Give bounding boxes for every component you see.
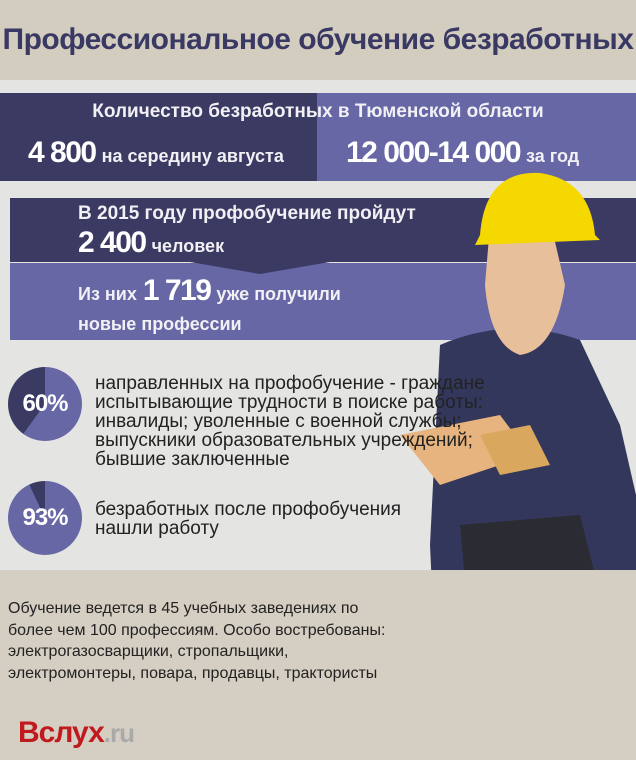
of-them-suffix: уже получили: [216, 284, 341, 304]
of-them-prefix: Из них: [78, 284, 137, 304]
stat-text-60: направленных на профобучение - граждане испытывающие трудности в поиске работы: инвалиды; уволенные с военной службы; выпускники образовательных учреждений; бывшие заключенные: [95, 373, 485, 470]
unemployed-heading: Количество безработных в Тюменской области: [92, 101, 544, 122]
pie-93-percent: [8, 481, 82, 555]
training-value: 2 400: [78, 226, 146, 259]
page-title: Профессиональное обучение безработных: [2, 23, 634, 56]
year-label: за год: [526, 146, 580, 166]
pie-label: 93%: [22, 504, 68, 531]
year-value: 12 000-14 000: [346, 136, 521, 169]
of-them-value: 1 719: [142, 274, 211, 307]
bottom-text: Обучение ведется в 45 учебных заведениях по более чем 100 профессиям. Особо востребованы: электрогазосварщики, стропальщики, электромонтеры, повара, продавцы, трактористы: [8, 600, 386, 682]
of-them-stat: [78, 274, 341, 313]
training-stat: [78, 226, 224, 265]
mid-august-stat: [28, 136, 284, 175]
training-value-label: человек: [151, 236, 225, 256]
pie-60-percent: [8, 367, 82, 441]
of-them-line2: новые профессии: [78, 314, 242, 334]
logo[interactable]: [18, 716, 134, 750]
stat-text-93: безработных после профобучения нашли работу: [95, 499, 402, 539]
pie-label: 60%: [22, 390, 68, 417]
mid-august-value: 4 800: [28, 136, 96, 169]
training-heading: В 2015 году профобучение пройдут: [78, 203, 416, 224]
mid-august-label: на середину августа: [101, 146, 284, 166]
title-bar: [0, 0, 636, 80]
logo-main: Вслух: [18, 716, 104, 749]
logo-suffix: .ru: [103, 718, 134, 748]
helmet-icon: [475, 173, 600, 245]
